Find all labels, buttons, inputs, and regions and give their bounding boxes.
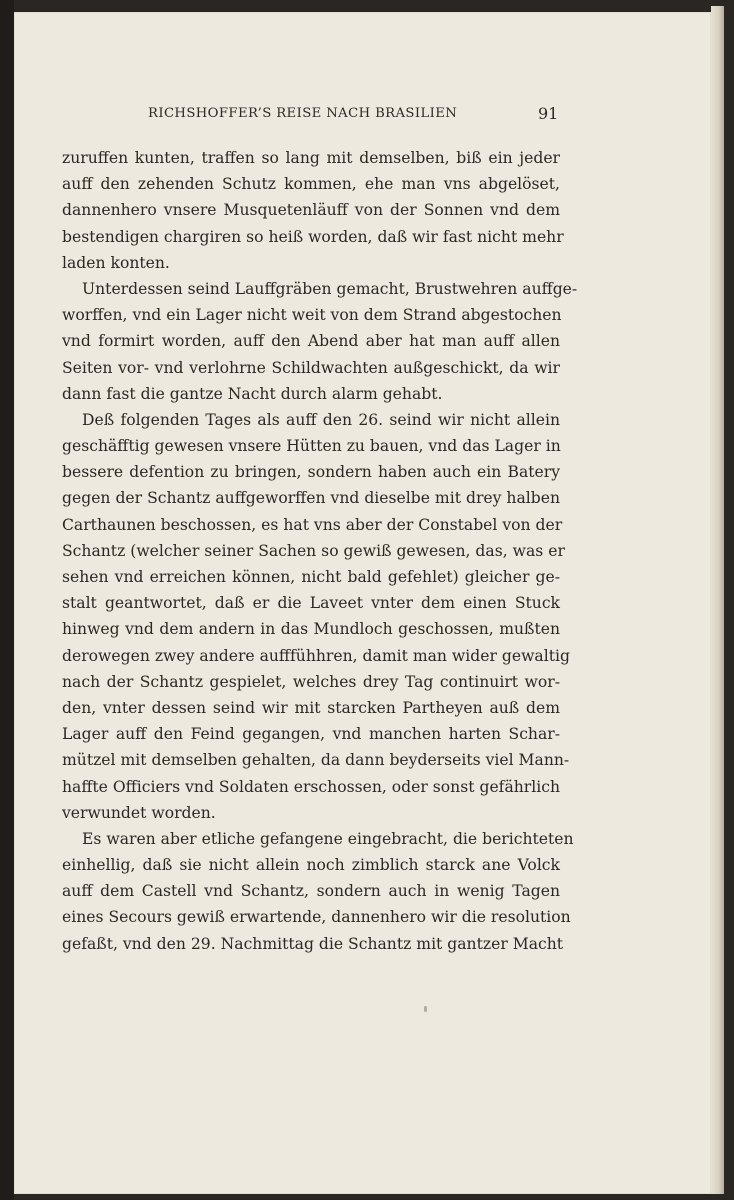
paragraph-3 [62,407,570,826]
text-line: mützel mit demselben gehalten, da dann beyderseits viel Mann- [62,751,570,770]
text-line: haffte Officiers vnd Soldaten erschossen, oder sonst gefährlich [62,777,560,796]
text-line: dannenhero vnsere Musquetenläuff von der Sonnen vnd dem [62,201,560,220]
body-text [62,145,578,957]
text-line: eines Secours gewiß erwartende, dannenhero wir die resolution [62,908,571,927]
text-line: bessere defention zu bringen, sondern haben auch ein Batery [62,463,560,482]
text-line: Deß folgenden Tages als auff den 26. seind wir nicht allein [82,410,560,429]
text-line: laden konten. [62,253,170,272]
text-line: sehen vnd erreichen können, nicht bald gefehlet) gleicher ge- [62,568,560,586]
text-line: Es waren aber etliche gefangene eingebracht, die berichteten [82,829,574,848]
text-line: auff den zehenden Schutz kommen, ehe man vns abgelöset, [62,175,560,194]
text-line: einhellig, daß sie nicht allein noch zimblich starck ane Volck [62,856,560,875]
text-line: stalt geantwortet, daß er die Laveet vnter dem einen Stuck [62,594,560,613]
text-line: auff dem Castell vnd Schantz, sondern auch in wenig Tagen [62,882,560,901]
text-line: Lager auff den Feind gegangen, vnd manchen harten Schar- [62,725,560,744]
text-line: zuruffen kunten, traffen so lang mit demselben, biß ein jeder [62,149,560,167]
text-line: bestendigen chargiren so heiß worden, daß wir fast nicht mehr [62,227,564,246]
text-line: verwundet worden. [62,803,216,822]
text-line: gegen der Schantz auffgeworffen vnd dieselbe mit drey halben [62,489,560,508]
paper-speck [424,1006,427,1012]
text-line: dann fast die gantze Nacht durch alarm gehabt. [62,384,443,403]
text-line: Carthaunen beschossen, es hat vns aber der Constabel von der [62,515,563,534]
text-line: vnd formirt worden, auff den Abend aber hat man auff allen [62,332,560,351]
paragraph-4 [62,826,574,957]
text-line: derowegen zwey andere aufffühhren, damit man wider gewaltig [62,646,570,665]
text-line: hinweg vnd dem andern in das Mundloch geschossen, mußten [62,620,560,639]
text-line: Unterdessen seind Lauffgräben gemacht, Brustwehren auffge- [82,279,578,298]
paragraph-2 [62,276,578,407]
text-line: nach der Schantz gespielet, welches drey Tag continuirt wor- [62,672,560,691]
text-line: worffen, vnd ein Lager nicht weit von dem Strand abgestochen [62,306,562,325]
text-line: gefaßt, vnd den 29. Nachmittag die Schantz mit gantzer Macht [62,934,564,953]
text-line: Schantz (welcher seiner Sachen so gewiß gewesen, das, was er [62,541,565,560]
paragraph-1 [62,145,564,276]
running-title: RICHSHOFFER’S REISE NACH BRASILIEN [148,106,458,121]
text-line: den, vnter dessen seind wir mit starcken Partheyen auß dem [62,698,560,717]
text-line: Seiten vor- vnd verlohrne Schildwachten außgeschickt, da wir [62,358,560,377]
page-edge [711,6,724,1194]
book-spine-shadow [0,0,14,1200]
text-line: geschäfftig gewesen vnsere Hütten zu bauen, vnd das Lager in [62,437,561,456]
page-number: 91 [538,104,559,123]
